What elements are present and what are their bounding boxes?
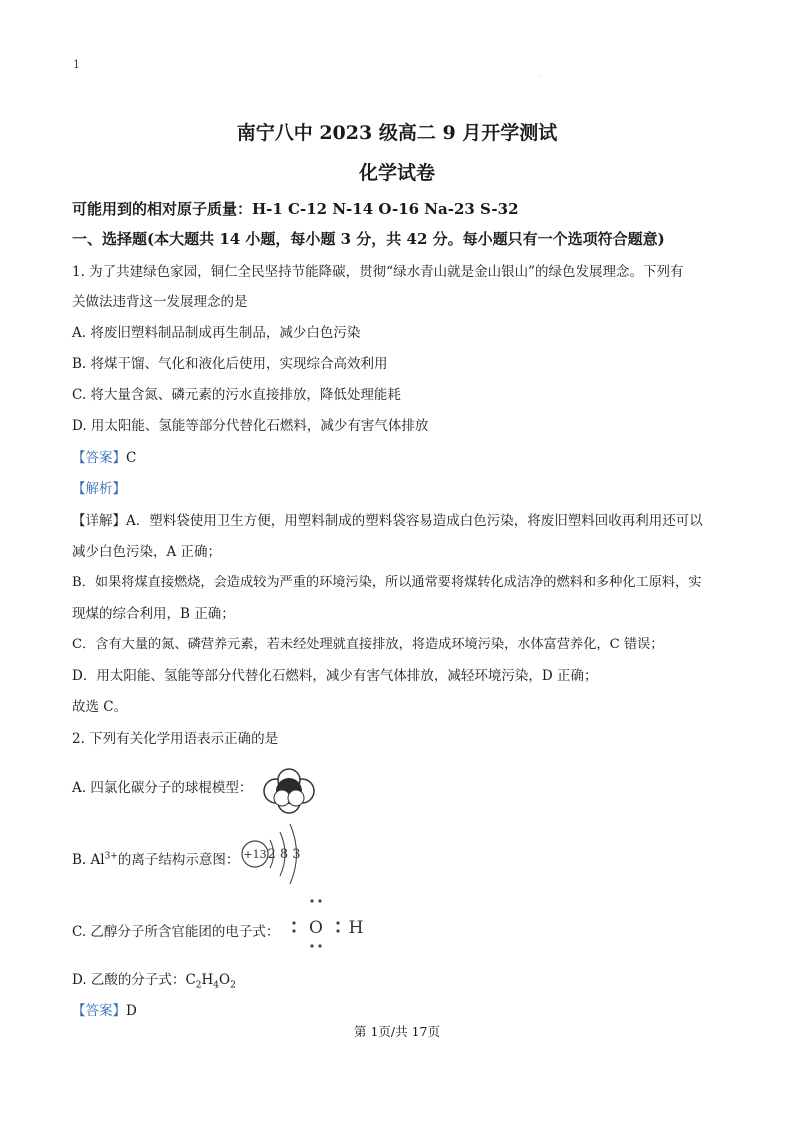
q1-detail-line4: 现煤的综合利用，B 正确； <box>72 606 235 622</box>
q2-option-d <box>72 968 236 991</box>
hydrogen-symbol: H <box>348 918 364 938</box>
q2-option-a: A. 四氯化碳分子的球棍模型： <box>72 780 253 796</box>
option-b-suffix: 的离子结构示意图： <box>117 852 240 868</box>
q1-answer <box>72 446 136 466</box>
answer-tag: 【答案】 <box>72 1003 126 1019</box>
q2-option-c: C. 乙醇分子所含官能团的电子式： <box>72 924 280 940</box>
q1-option-b: B. 将煤干馏、气化和液化后使用，实现综合高效利用 <box>72 356 388 372</box>
q1-detail-line3: B．如果将煤直接燃烧，会造成较为严重的环境污染，所以通常要将煤转化成洁净的燃料和多种化工原料，实 <box>72 575 702 590</box>
option-d-prefix: D. 乙酸的分子式： <box>72 972 186 988</box>
q1-conclusion: 故选 C。 <box>72 699 128 715</box>
exam-title: 南宁八中 2023 级高二 9 月开学测试 <box>236 122 558 144</box>
detail-text: A．塑料袋使用卫生方便，用塑料制成的塑料袋容易造成白色污染，将废旧塑料回收再利用还可以 <box>126 513 703 529</box>
answer-value: D <box>126 1003 137 1019</box>
formula-c-sub: 2 <box>195 980 202 991</box>
answer-value: C <box>126 450 137 466</box>
formula-o-sub: 2 <box>230 980 236 991</box>
ball-and-stick-model-icon <box>258 768 320 818</box>
ion-nucleus-label: +13 <box>243 848 267 861</box>
formula-h-sub: 4 <box>213 980 220 991</box>
q1-detail-line6: D．用太阳能、氢能等部分代替化石燃料，减少有害气体排放，减轻环境污染，D 正确； <box>72 668 598 684</box>
q2-option-b <box>72 848 239 868</box>
q1-detail-line2: 减少白色污染，A 正确； <box>72 544 222 560</box>
q1-option-a: A. 将废旧塑料制品制成再生制品，减少白色污染 <box>72 325 361 341</box>
charge-superscript: 3+ <box>104 851 118 862</box>
q1-detail-line1 <box>72 509 703 529</box>
detail-tag: 【详解】 <box>72 513 126 529</box>
q1-stem-line2: 关做法违背这一发展理念的是 <box>72 294 248 310</box>
exam-subtitle: 化学试卷 <box>358 162 435 184</box>
option-b-prefix: B. Al <box>72 852 105 868</box>
q1-option-c: C. 将大量含氮、磷元素的污水直接排放，降低处理能耗 <box>72 387 401 403</box>
q1-option-d: D. 用太阳能、氢能等部分代替化石燃料，减少有害气体排放 <box>72 418 429 434</box>
electron-dot-formula <box>284 888 374 956</box>
answer-tag: 【答案】 <box>72 450 126 466</box>
page-footer: 第 1页/共 17页 <box>353 1024 441 1039</box>
oxygen-symbol: O <box>309 918 323 938</box>
formula-h: H <box>201 972 214 988</box>
q1-analysis-tag: 【解析】 <box>72 481 126 497</box>
section-heading: 一、选择题(本大题共 14 小题，每小题 3 分，共 42 分。每小题只有一个选项符合题意) <box>72 230 665 248</box>
q1-detail-line5: C．含有大量的氮、磷营养元素，若未经处理就直接排放，将造成环境污染，水体富营养化，C 错误； <box>72 637 664 652</box>
atomic-masses: 可能用到的相对原子质量：H-1 C-12 N-14 O-16 Na-23 S-32 <box>72 200 519 218</box>
page-corner-marker: 1 <box>73 58 80 71</box>
q2-stem: 2. 下列有关化学用语表示正确的是 <box>72 731 279 747</box>
q1-stem-line1: 1. 为了共建绿色家园，铜仁全民坚持节能降碳，贯彻“绿水青山就是金山银山”的绿色发展理念。下列有 <box>72 264 684 280</box>
formula-o: O <box>219 972 231 988</box>
ion-structure-diagram <box>237 818 307 894</box>
q2-answer <box>72 999 137 1019</box>
formula-c: C <box>185 972 196 988</box>
ion-shell-electrons: 2 8 3 <box>267 847 301 862</box>
scan-dot: . <box>538 72 540 79</box>
